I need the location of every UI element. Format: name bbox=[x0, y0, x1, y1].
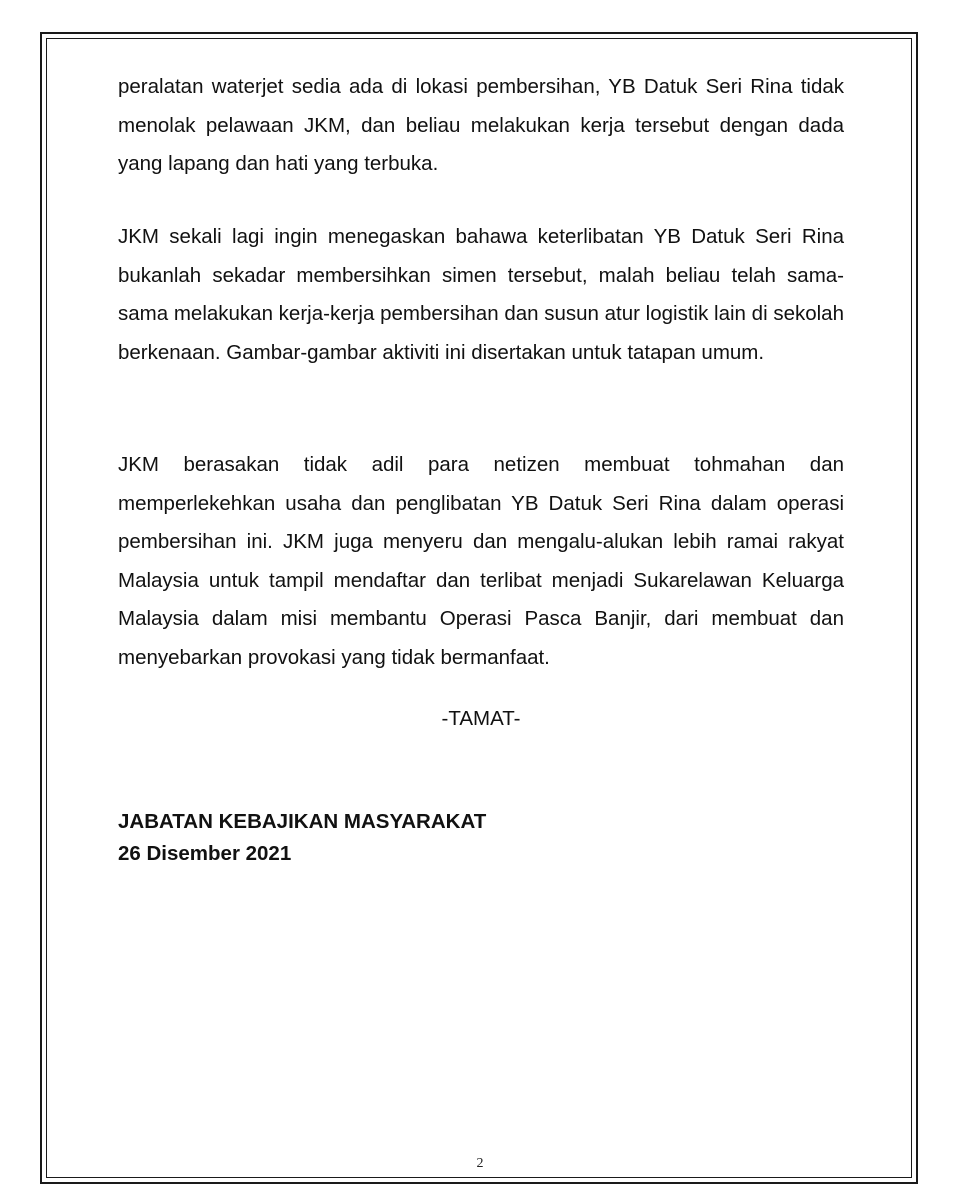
paragraph-3: JKM berasakan tidak adil para netizen membuat tohmahan dan memperlekehkan usaha dan penglibatan YB Datuk Seri Rina dalam operasi pembersihan ini. JKM juga menyeru dan mengalu-alukan lebih ramai rakyat Malaysia untuk tampil mendaftar dan terlibat menjadi Sukarelawan Keluarga Malaysia dalam misi membantu Operasi Pasca Banjir, dari membuat dan menyebarkan provokasi yang tidak bermanfaat. bbox=[118, 453, 844, 669]
paragraph-1: peralatan waterjet sedia ada di lokasi pembersihan, YB Datuk Seri Rina tidak menolak pelawaan JKM, dan beliau melakukan kerja tersebut dengan dada yang lapang dan hati yang terbuka. bbox=[118, 75, 844, 176]
signoff-block bbox=[118, 806, 486, 870]
end-marker: -TAMAT- bbox=[441, 707, 521, 730]
paragraph-2: JKM sekali lagi ingin menegaskan bahawa keterlibatan YB Datuk Seri Rina bukanlah sekadar membersihkan simen tersebut, malah beliau telah sama-sama melakukan kerja-kerja pembersihan dan susun atur logistik lain di sekolah berkenaan. Gambar-gambar aktiviti ini disertakan untuk tatapan umum. bbox=[118, 225, 844, 364]
page-number: 2 bbox=[476, 1156, 484, 1171]
document-date: 26 Disember 2021 bbox=[118, 842, 292, 865]
department-name: JABATAN KEBAJIKAN MASYARAKAT bbox=[118, 810, 487, 833]
